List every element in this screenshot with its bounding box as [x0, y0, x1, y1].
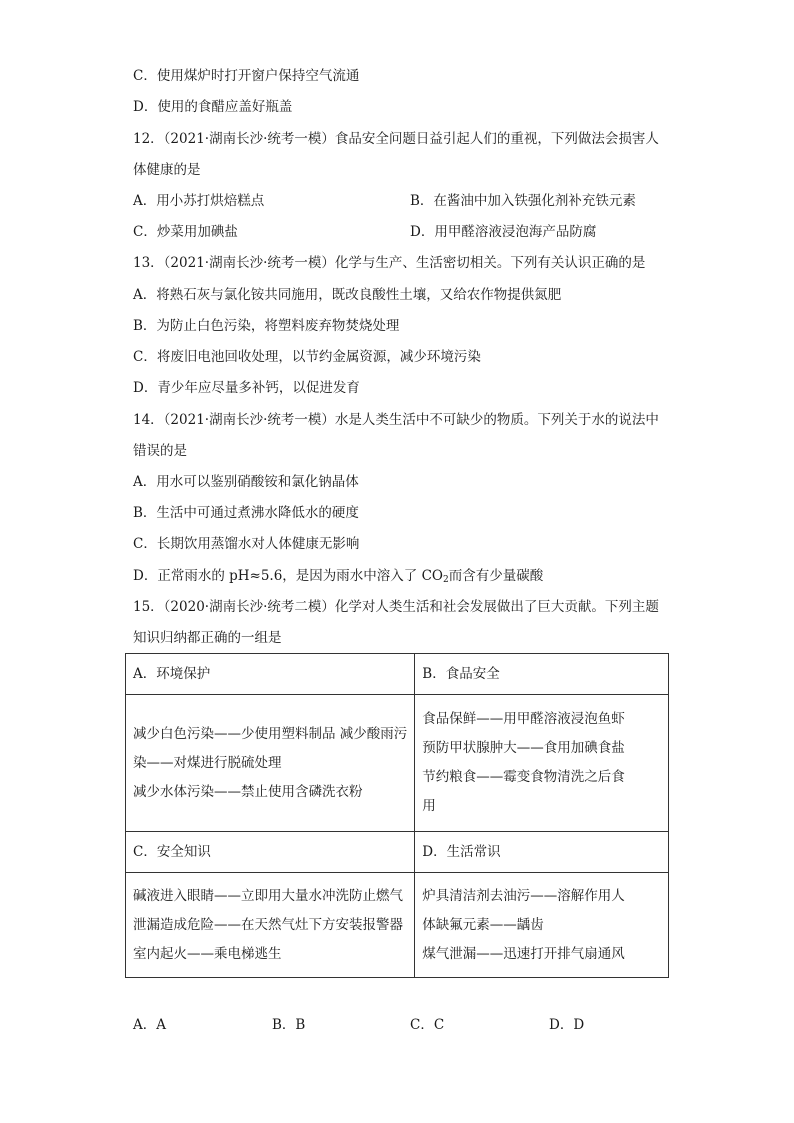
cell-a-line: 减少水体污染——禁止使用含磷洗衣粉 — [133, 783, 363, 800]
q11-option-c: C．使用煤炉时打开窗户保持空气流通 — [133, 68, 360, 84]
q15-stem-line1: 15．（2020·湖南长沙·统考二模）化学对人类生活和社会发展做出了巨大贡献。下列主题 — [133, 599, 659, 615]
cell-a-line: 染——对煤进行脱硫处理 — [133, 754, 282, 771]
q14-option-d — [133, 566, 543, 590]
cell-c-line: 泄漏造成危险——在天然气灶下方安装报警器 — [133, 916, 403, 933]
cell-d-line: 体缺氟元素——龋齿 — [422, 916, 544, 933]
q13-stem: 13．（2021·湖南长沙·统考一模）化学与生产、生活密切相关。下列有关认识正确的是 — [133, 255, 646, 271]
q13-option-d: D．青少年应尽量多补钙，以促进发育 — [133, 380, 360, 396]
q12-option-d: D．用甲醛溶液浸泡海产品防腐 — [410, 224, 597, 240]
q14-stem-line2: 错误的是 — [133, 443, 187, 459]
q12-option-b: B．在酱油中加入铁强化剂补充铁元素 — [410, 193, 636, 209]
q15-option-b: B．B — [272, 1017, 306, 1033]
cell-d-line: 煤气泄漏——迅速打开排气扇通风 — [422, 945, 625, 962]
q14-option-b: B．生活中可通过煮沸水降低水的硬度 — [133, 505, 359, 521]
cell-c-line: 室内起火——乘电梯逃生 — [133, 945, 282, 962]
q11-option-d: D．使用的食醋应盖好瓶盖 — [133, 99, 293, 115]
cell-d-content — [415, 873, 669, 978]
cell-a-line: 减少白色污染——少使用塑料制品 减少酸雨污 — [133, 725, 408, 742]
q15-option-c: C．C — [410, 1017, 445, 1033]
q13-option-b: B．为防止白色污染，将塑料废弃物焚烧处理 — [133, 318, 400, 334]
cell-b-line: 预防甲状腺肿大——食用加碘食盐 — [422, 740, 625, 756]
cell-b-content — [415, 695, 669, 832]
q15-option-a: A．A — [133, 1017, 166, 1033]
cell-b-line: 节约粮食——霉变食物清洗之后食 — [422, 769, 625, 785]
cell-a-content — [126, 695, 415, 832]
q15-option-d: D．D — [549, 1017, 585, 1033]
cell-b-line: 食品保鲜——用甲醛溶液浸泡鱼虾 — [422, 711, 625, 727]
q12-option-c: C．炒菜用加碘盐 — [133, 224, 238, 240]
cell-c-content — [126, 873, 415, 978]
cell-a-title: A．环境保护 — [126, 654, 415, 695]
q13-option-a: A．将熟石灰与氯化铵共同施用，既改良酸性土壤，又给农作物提供氮肥 — [133, 287, 562, 303]
q14-option-c: C．长期饮用蒸馏水对人体健康无影响 — [133, 536, 360, 552]
q14-option-a: A．用水可以鉴别硝酸铵和氯化钠晶体 — [133, 474, 359, 490]
q13-option-c: C．将废旧电池回收处理，以节约金属资源，减少环境污染 — [133, 349, 481, 365]
q14-option-d-text-end: 而含有少量碳酸 — [448, 568, 544, 584]
q14-option-d-text: D．正常雨水的 pH≈5.6，是因为雨水中溶入了 CO — [133, 568, 443, 584]
cell-c-title: C．安全知识 — [126, 832, 415, 873]
cell-c-line: 碱液进入眼睛——立即用大量水冲洗防止燃气 — [133, 887, 403, 904]
knowledge-table — [125, 653, 669, 978]
cell-d-line: 炉具清洁剂去油污——溶解作用人 — [422, 887, 625, 904]
q14-stem-line1: 14．（2021·湖南长沙·统考一模）水是人类生活中不可缺少的物质。下列关于水的说法中 — [133, 412, 659, 428]
cell-b-title: B．食品安全 — [415, 654, 669, 695]
q14-option-d-subscript: 2 — [443, 575, 449, 585]
cell-b-line: 用 — [422, 798, 436, 814]
q12-stem-line1: 12．（2021·湖南长沙·统考一模）食品安全问题日益引起人们的重视，下列做法会损害人 — [133, 131, 659, 147]
q12-stem-line2: 体健康的是 — [133, 162, 201, 178]
cell-d-title: D．生活常识 — [415, 832, 669, 873]
q15-stem-line2: 知识归纳都正确的一组是 — [133, 630, 282, 646]
q12-option-a: A．用小苏打烘焙糕点 — [133, 193, 265, 209]
